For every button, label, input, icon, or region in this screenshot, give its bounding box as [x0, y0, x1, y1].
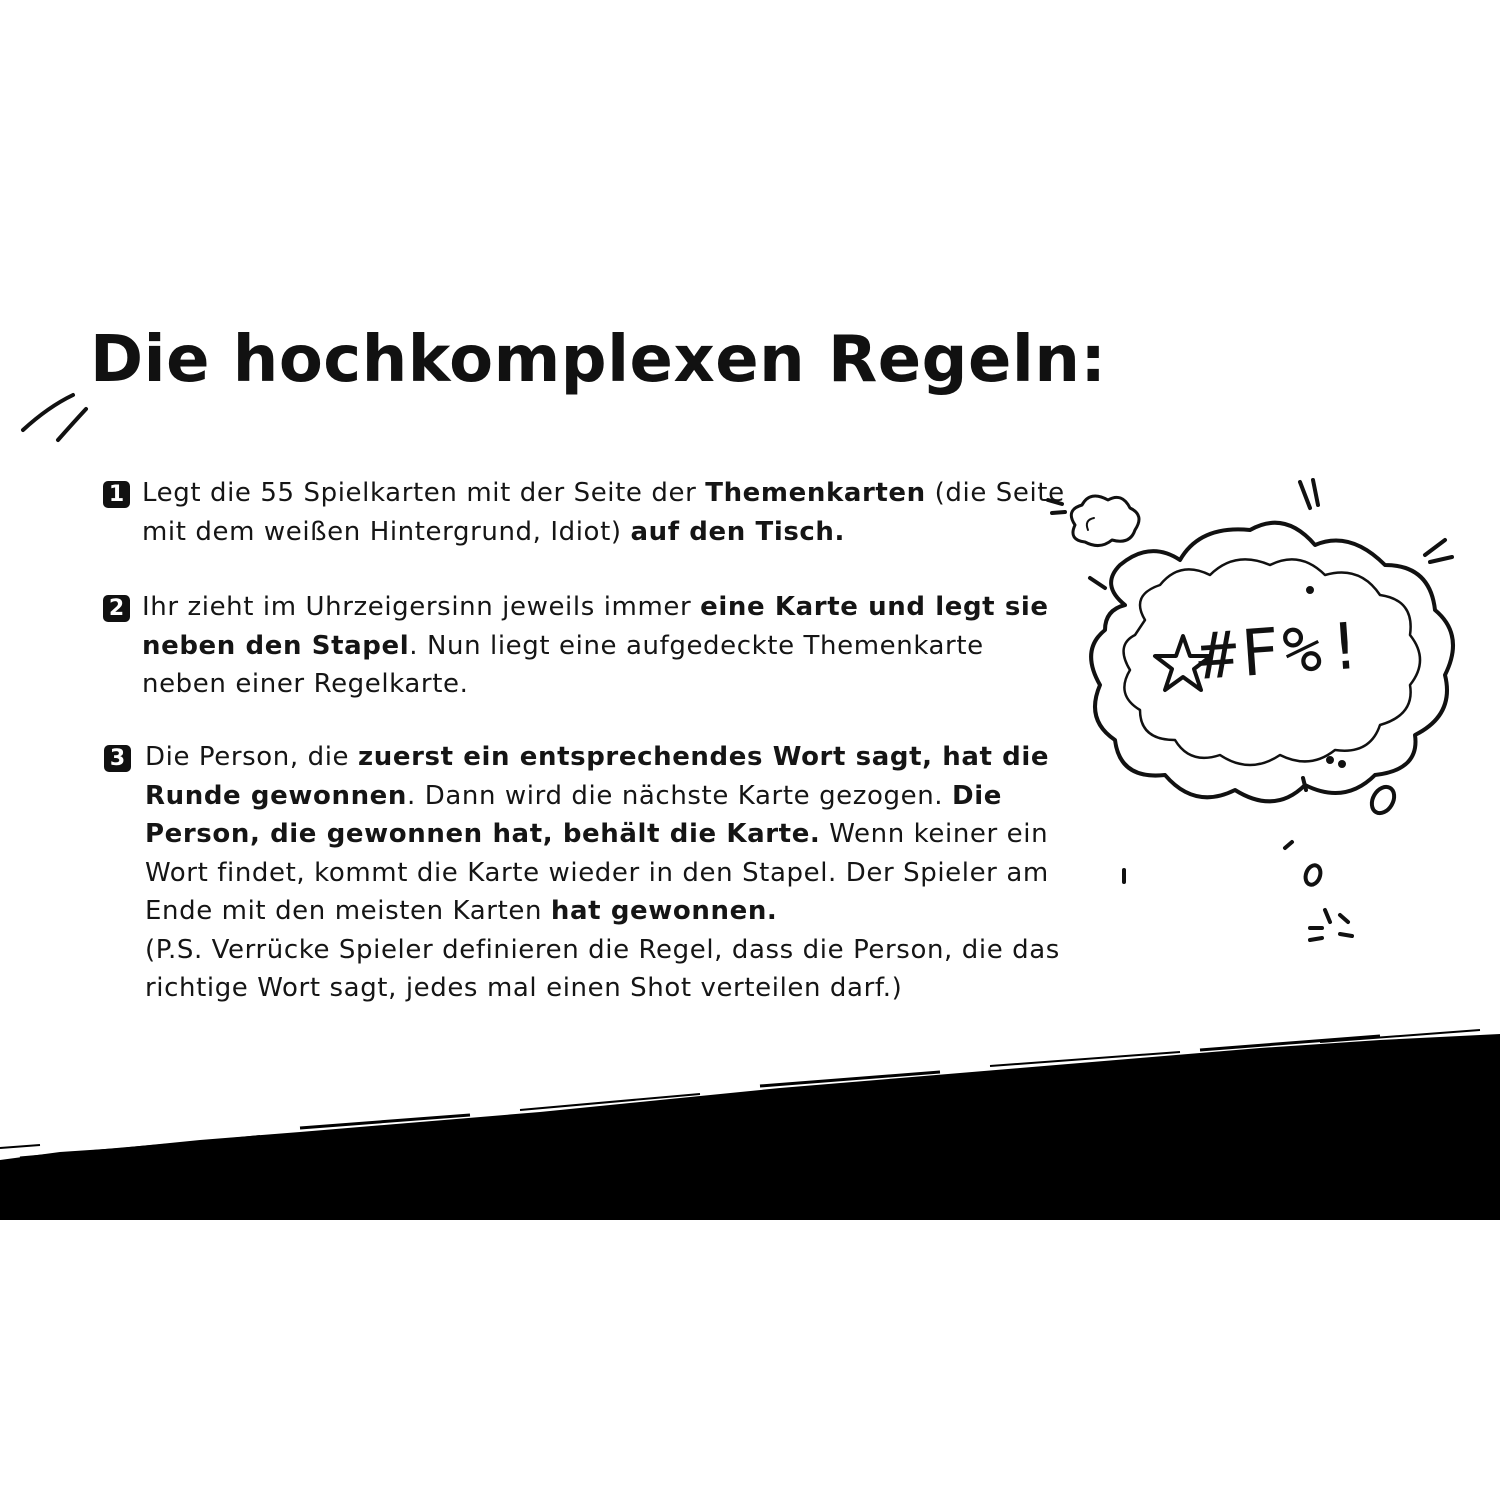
rule-text-run: Legt die 55 Spielkarten mit der Seite der — [142, 478, 706, 508]
rule-number-3: 3 — [104, 745, 131, 772]
rule-number-2: 2 — [103, 595, 130, 622]
bubble-curse-text: #F%! — [1195, 609, 1371, 695]
rule-text-run: Wenn keiner ein Wort findet, kommt die Karte wieder in den Stapel. Der Spieler am Ende mit den meisten Karten — [145, 819, 1049, 926]
rule-emphasis-text: Die Person, die gewonnen hat, behält die Karte. — [145, 780, 1002, 849]
rule-text-run: Die Person, die — [145, 742, 358, 772]
rule-text-run: (die Seite mit dem weißen Hintergrund, Idiot) — [142, 478, 1065, 547]
rule-number-1: 1 — [103, 481, 130, 508]
rule-3-text — [145, 738, 1085, 1008]
thought-bubble-icon — [1030, 470, 1480, 960]
brush-stroke-band — [0, 1020, 1500, 1220]
rule-emphasis-text: eine Karte und legt sie neben den Stapel — [142, 592, 1049, 661]
rule-text-run: . Nun liegt eine aufgedeckte Themenkarte neben einer Regelkarte. — [142, 630, 984, 699]
rule-text-run: . Dann wird die nächste Karte gezogen. — [407, 780, 953, 811]
page-title: Die hochkomplexen Regeln: — [90, 323, 1107, 397]
rule-text-run: Ihr zieht im Uhrzeigersinn jeweils immer — [142, 592, 701, 622]
accent-strokes-icon — [18, 385, 98, 450]
rule-1-text — [142, 474, 1072, 551]
rule-text-run: (P.S. Verrücke Spieler definieren die Regel, dass die Person, die das richtige Wort sagt, jedes mal einen Shot verteilen darf.) — [145, 934, 1060, 1003]
rule-emphasis-text: auf den Tisch. — [630, 516, 846, 547]
rule-emphasis-text: hat gewonnen. — [550, 896, 778, 926]
rule-emphasis-text: zuerst ein entsprechendes Wort sagt, hat die Runde gewonnen — [145, 742, 1050, 811]
rule-emphasis-text: Themenkarten — [705, 478, 926, 508]
rule-2-text — [142, 588, 1072, 704]
